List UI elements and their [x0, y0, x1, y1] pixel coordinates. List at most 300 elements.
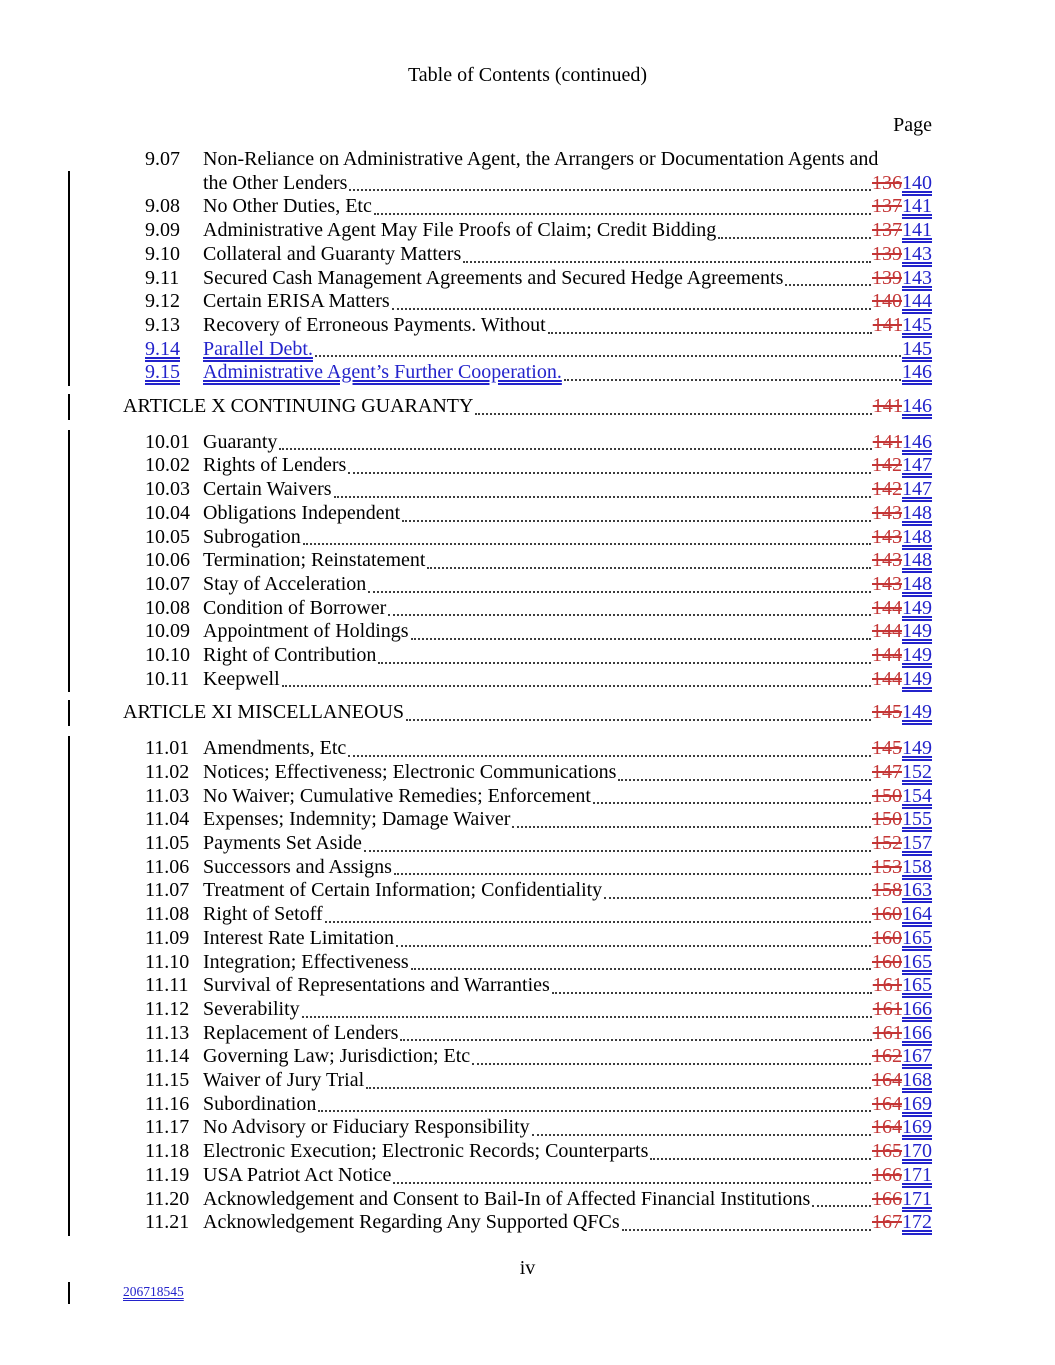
toc-item-number: 10.04 [145, 501, 190, 524]
page-title: Table of Contents (continued) [407, 64, 648, 86]
toc-entry-title: the Other Lenders [203, 171, 348, 194]
toc-item-row [123, 1164, 932, 1188]
toc-item-number: 11.02 [145, 760, 190, 783]
page-number-old: 143 [872, 549, 902, 572]
dot-leader [552, 992, 872, 994]
page-numbers [872, 267, 932, 291]
change-bar [68, 1210, 70, 1236]
page-numbers [872, 620, 932, 644]
page-number-old: 153 [872, 855, 902, 878]
toc-item-row [123, 338, 932, 362]
dot-leader [279, 448, 871, 450]
page-number-new: 167 [902, 1045, 932, 1068]
change-bar [68, 548, 70, 574]
toc-item-row [123, 1093, 932, 1117]
page-number-old: 142 [872, 478, 902, 501]
page-number-new: 157 [902, 831, 932, 854]
change-bar [68, 266, 70, 292]
dot-leader [364, 850, 871, 852]
page-number-new: 172 [902, 1211, 932, 1234]
page-numbers [872, 1045, 932, 1069]
toc-item-number: 11.18 [145, 1140, 190, 1163]
dot-leader [400, 1039, 871, 1041]
page-number-old: 139 [872, 242, 902, 265]
toc-item-row [123, 454, 932, 478]
dot-leader [427, 567, 871, 569]
dot-leader [604, 897, 871, 899]
toc-item-row [123, 879, 932, 903]
page-number-old: 139 [872, 266, 902, 289]
page-numbers [873, 974, 932, 998]
page-number-old: 161 [872, 974, 902, 997]
toc-item-number: 11.17 [145, 1116, 190, 1139]
toc-entry-title: Notices; Effectiveness; Electronic Communications [203, 760, 617, 783]
page-number-old: 145 [872, 701, 902, 724]
change-bar [68, 807, 70, 833]
toc-item-number: 10.08 [145, 596, 190, 619]
toc-entry-title: Expenses; Indemnity; Damage Waiver [203, 808, 511, 831]
toc-entry-title: Survival of Representations and Warranties [203, 974, 550, 997]
toc-entry-title: Condition of Borrower [203, 596, 387, 619]
dot-leader [402, 520, 871, 522]
page-number-old: 158 [872, 879, 902, 902]
dot-leader [472, 1063, 871, 1065]
change-bar [68, 194, 70, 220]
page-numbers [873, 998, 932, 1022]
page-number-new: 148 [902, 501, 932, 524]
toc-item-row [123, 1022, 932, 1046]
change-bar [68, 1187, 70, 1213]
change-bar [68, 313, 70, 339]
page-numbers [872, 1211, 932, 1235]
change-bar [68, 1021, 70, 1047]
toc-entry-title: Certain ERISA Matters [203, 290, 390, 313]
toc-entry-title: Administrative Agent May File Proofs of Claim; Credit Bidding [203, 219, 717, 242]
dot-leader [718, 237, 871, 239]
page-number-new: 141 [902, 195, 932, 218]
toc-item-number: 9.14 [145, 337, 180, 360]
toc-entry-title: Electronic Execution; Electronic Records; Counterparts [203, 1140, 649, 1163]
page-number-new: 143 [902, 266, 932, 289]
toc-item-row [123, 172, 932, 196]
toc-item-number: 9.09 [145, 219, 180, 242]
page-number-new: 168 [902, 1069, 932, 1092]
toc-item-row [123, 431, 932, 455]
toc-item-row [123, 573, 932, 597]
document-page [123, 0, 932, 1235]
page-number-old: 145 [872, 737, 902, 760]
dot-leader [463, 261, 871, 263]
dot-leader [512, 826, 871, 828]
page-number-old: 150 [872, 808, 902, 831]
toc-item-row [123, 927, 932, 951]
change-bar [68, 525, 70, 551]
toc-entry-title: Subrogation [203, 525, 301, 548]
change-bar [68, 171, 70, 197]
toc-item-row [123, 785, 932, 809]
page-number-old: 141 [872, 313, 902, 336]
page-number-new: 146 [902, 430, 932, 453]
toc-item-row [123, 243, 932, 267]
dot-leader [548, 332, 872, 334]
toc-entry-title: Appointment of Holdings [203, 620, 409, 643]
page-number-new: 145 [902, 337, 932, 360]
change-bar [68, 1092, 70, 1118]
toc-article-row [123, 701, 932, 725]
toc-entry-title: Parallel Debt. [203, 337, 313, 360]
toc-article-row [123, 395, 932, 419]
page-number-old: 152 [872, 831, 902, 854]
footer-page-number: iv [519, 1257, 536, 1279]
page-number-new: 140 [902, 171, 932, 194]
toc-item-row [123, 668, 932, 692]
page-numbers [872, 549, 932, 573]
page-number-new: 166 [902, 997, 932, 1020]
toc-item-number: 11.09 [145, 926, 190, 949]
toc-entry-title: Recovery of Erroneous Payments. Without [203, 313, 546, 336]
change-bar [68, 950, 70, 976]
change-bar [68, 453, 70, 479]
page-number-new: 147 [902, 454, 932, 477]
page-numbers [872, 1069, 932, 1093]
toc-item-number: 11.04 [145, 808, 190, 831]
page-number-old: 150 [872, 784, 902, 807]
toc-item-row [123, 620, 932, 644]
page-number-old: 140 [872, 290, 902, 313]
page-number-new: 148 [902, 572, 932, 595]
toc-item-number: 10.07 [145, 572, 190, 595]
toc-item-number: 11.14 [145, 1045, 190, 1068]
page-numbers [902, 361, 932, 385]
page-number-new: 147 [902, 478, 932, 501]
dot-leader [334, 496, 871, 498]
page-numbers [872, 243, 932, 267]
dot-leader [396, 945, 871, 947]
toc-item-number: 10.06 [145, 549, 190, 572]
page-number-new: 163 [902, 879, 932, 902]
page-number-new: 158 [902, 855, 932, 878]
toc-item-number: 11.01 [145, 737, 190, 760]
dot-leader [378, 662, 871, 664]
page-column-header: Page [893, 114, 932, 136]
page-numbers [872, 1116, 932, 1140]
toc-item-row [123, 478, 932, 502]
toc-entry-title: Payments Set Aside [203, 831, 362, 854]
page-number-new: 171 [902, 1163, 932, 1186]
page-number-old: 162 [872, 1045, 902, 1068]
page-number-new: 148 [902, 549, 932, 572]
change-bar [68, 784, 70, 810]
toc-item-number: 11.13 [145, 1021, 190, 1044]
page-numbers [872, 903, 932, 927]
toc-item-row [123, 526, 932, 550]
toc-item-row [123, 832, 932, 856]
page-numbers [872, 573, 932, 597]
page-numbers [872, 668, 932, 692]
page-number-new: 154 [902, 784, 932, 807]
toc-item-number: 10.11 [145, 667, 190, 690]
page-numbers [872, 597, 932, 621]
dot-leader [315, 355, 901, 357]
toc-item-row [123, 998, 932, 1022]
toc-item-row [123, 1116, 932, 1140]
dot-leader [406, 719, 871, 721]
toc-item-number: 9.07 [145, 148, 180, 170]
change-bar [68, 1163, 70, 1189]
page-numbers [872, 832, 932, 856]
dot-leader [348, 472, 871, 474]
change-bar [68, 289, 70, 315]
page-number-new: 149 [902, 701, 932, 724]
change-bar [68, 831, 70, 857]
toc-item-number: 10.10 [145, 644, 190, 667]
toc-entry-title: Acknowledgement Regarding Any Supported QFCs [203, 1211, 620, 1234]
page-number-old: 137 [872, 219, 902, 242]
page-numbers [872, 737, 932, 761]
page-number-new: 171 [902, 1187, 932, 1210]
page-numbers [872, 808, 932, 832]
dot-leader [618, 779, 871, 781]
toc-item-row [123, 597, 932, 621]
change-bar [68, 667, 70, 693]
page-numbers [872, 290, 932, 314]
page-numbers [872, 927, 932, 951]
page-number-new: 146 [902, 395, 932, 418]
dot-leader [564, 379, 901, 381]
page-number-new: 149 [902, 737, 932, 760]
toc-item-number: 10.01 [145, 430, 190, 453]
page-number-old: 144 [872, 644, 902, 667]
toc-entry-title: Right of Contribution [203, 644, 377, 667]
page-number-old: 142 [872, 454, 902, 477]
toc-item-number: 10.02 [145, 454, 190, 477]
page-number-new: 166 [902, 1021, 932, 1044]
toc-item-row [123, 267, 932, 291]
dot-leader [393, 1182, 871, 1184]
toc-item-number: 11.19 [145, 1163, 190, 1186]
page-numbers [872, 644, 932, 668]
change-bar [68, 1115, 70, 1141]
toc-item-row [123, 1188, 932, 1212]
page-number-new: 165 [902, 974, 932, 997]
toc-entry-title: Rights of Lenders [203, 454, 347, 477]
dot-leader [302, 1016, 872, 1018]
page-number-new: 143 [902, 242, 932, 265]
dot-leader [411, 638, 871, 640]
dot-leader [812, 1205, 871, 1207]
toc-entry-title: No Other Duties, Etc [203, 195, 372, 218]
toc-item-row [123, 737, 932, 761]
page-numbers [872, 502, 932, 526]
page-number-new: 164 [902, 903, 932, 926]
change-bar [68, 430, 70, 456]
change-bar [68, 926, 70, 952]
change-bar [68, 700, 70, 726]
dot-leader [622, 1229, 871, 1231]
toc-item-number: 11.15 [145, 1069, 190, 1092]
page-number-new: 149 [902, 620, 932, 643]
page-numbers [872, 856, 932, 880]
page-numbers [872, 785, 932, 809]
page-number-old: 144 [872, 667, 902, 690]
toc-item-row [123, 549, 932, 573]
page-numbers [872, 951, 932, 975]
page-numbers [873, 395, 932, 419]
toc-item-number: 11.07 [145, 879, 190, 902]
toc-item-row [123, 219, 932, 243]
toc-item-row [123, 951, 932, 975]
toc-entry-title: Replacement of Lenders [203, 1021, 399, 1044]
page-number-old: 143 [872, 525, 902, 548]
page-number-new: 149 [902, 667, 932, 690]
dot-leader [303, 543, 871, 545]
toc-item-row [123, 761, 932, 785]
toc-item-number: 11.11 [145, 974, 189, 997]
toc-entry-title: USA Patriot Act Notice [203, 1163, 392, 1186]
toc-item-number: 11.20 [145, 1187, 190, 1210]
change-bar [68, 902, 70, 928]
dot-leader [411, 968, 871, 970]
page-number-old: 141 [872, 395, 902, 418]
dot-leader [349, 189, 871, 191]
dot-leader [325, 921, 871, 923]
page-number-new: 146 [902, 361, 932, 384]
page-number-old: 160 [872, 903, 902, 926]
page-number-new: 165 [902, 926, 932, 949]
page-numbers [902, 338, 932, 362]
toc-entry-title: Collateral and Guaranty Matters [203, 242, 462, 265]
page-numbers [873, 314, 932, 338]
change-bar [68, 596, 70, 622]
page-number-new: 169 [902, 1092, 932, 1115]
page-number-old: 143 [872, 572, 902, 595]
change-bar [68, 973, 70, 999]
toc-item-number: 10.03 [145, 478, 190, 501]
dot-leader [475, 413, 871, 415]
dot-leader [593, 802, 871, 804]
toc-entry-title: Stay of Acceleration [203, 572, 367, 595]
page-number-new: 170 [902, 1140, 932, 1163]
page-numbers [873, 431, 932, 455]
toc-entry-title: Interest Rate Limitation [203, 926, 395, 949]
dot-leader [532, 1134, 871, 1136]
toc-item-row [123, 808, 932, 832]
toc-item-number: 9.12 [145, 290, 180, 313]
page-numbers [872, 172, 932, 196]
toc-entry-title: Severability [203, 997, 300, 1020]
page-numbers [872, 761, 932, 785]
change-bar [68, 218, 70, 244]
toc-item-row [123, 1140, 932, 1164]
page-number-old: 144 [872, 620, 902, 643]
toc-item-row [123, 195, 932, 219]
change-bar [68, 501, 70, 527]
toc-entry-title: Acknowledgement and Consent to Bail-In of Affected Financial Institutions [203, 1187, 811, 1210]
change-bar [68, 360, 70, 386]
toc-item-number: 11.03 [145, 784, 190, 807]
toc-entry-title: Obligations Independent [203, 501, 401, 524]
page-number-old: 164 [872, 1116, 902, 1139]
change-bar [68, 1139, 70, 1165]
dot-leader [650, 1158, 871, 1160]
change-bar [68, 736, 70, 762]
toc-entry-title: Certain Waivers [203, 478, 332, 501]
toc-item-number: 11.12 [145, 997, 190, 1020]
change-bar [68, 1044, 70, 1070]
toc-item-number: 9.10 [145, 242, 180, 265]
page-number-old: 144 [872, 596, 902, 619]
toc-item-row [123, 502, 932, 526]
page-number-old: 166 [872, 1187, 902, 1210]
page-number-new: 144 [902, 290, 932, 313]
toc-entry-title: Treatment of Certain Information; Confidentiality [203, 879, 603, 902]
page-number-new: 148 [902, 525, 932, 548]
page-numbers [872, 879, 932, 903]
toc-item-number: 11.06 [145, 855, 190, 878]
page-number-new: 165 [902, 950, 932, 973]
toc-entry-title: No Waiver; Cumulative Remedies; Enforcement [203, 784, 591, 807]
page-number-old: 143 [872, 501, 902, 524]
page-number-new: 155 [902, 808, 932, 831]
page-number-new: 169 [902, 1116, 932, 1139]
dot-leader [392, 308, 871, 310]
page-numbers [872, 526, 932, 550]
toc-list [123, 148, 932, 1235]
change-bar [68, 477, 70, 503]
dot-leader [348, 755, 871, 757]
page-number-old: 161 [872, 1021, 902, 1044]
page-number-new: 149 [902, 644, 932, 667]
page-numbers [872, 1140, 932, 1164]
page-numbers [872, 1164, 932, 1188]
change-bar [68, 572, 70, 598]
change-bar [68, 1068, 70, 1094]
toc-entry-title: Termination; Reinstatement [203, 549, 426, 572]
page-number-old: 164 [872, 1069, 902, 1092]
page-numbers [872, 478, 932, 502]
page-number-old: 164 [872, 1092, 902, 1115]
page-number-new: 141 [902, 219, 932, 242]
toc-entry-title: Guaranty [203, 430, 278, 453]
toc-item-row [123, 644, 932, 668]
change-bar [68, 619, 70, 645]
toc-item-row [123, 314, 932, 338]
toc-entry-title: Right of Setoff [203, 903, 323, 926]
toc-item-row [123, 1211, 932, 1235]
dot-leader [282, 685, 871, 687]
toc-item-number: 10.05 [145, 525, 190, 548]
page-numbers [872, 1188, 932, 1212]
page-number-new: 152 [902, 760, 932, 783]
toc-entry-title: Non-Reliance on Administrative Agent, the Arrangers or Documentation Agents and [203, 148, 879, 170]
toc-item-row [123, 1045, 932, 1069]
toc-item-number: 11.05 [145, 831, 190, 854]
change-bar [68, 337, 70, 363]
footer-doc-number [123, 1282, 184, 1302]
change-bar [68, 997, 70, 1023]
toc-entry-title: Keepwell [203, 667, 280, 690]
toc-entry-title: No Advisory or Fiduciary Responsibility [203, 1116, 530, 1139]
toc-entry-title: Secured Cash Management Agreements and Secured Hedge Agreements [203, 266, 784, 289]
change-bar [68, 394, 70, 420]
dot-leader [318, 1110, 871, 1112]
toc-entry-title: ARTICLE XI MISCELLANEOUS [123, 701, 405, 724]
page-numbers [873, 1022, 932, 1046]
page-numbers [872, 454, 932, 478]
toc-item-row [123, 290, 932, 314]
change-bar [68, 878, 70, 904]
toc-item-number: 11.08 [145, 903, 190, 926]
